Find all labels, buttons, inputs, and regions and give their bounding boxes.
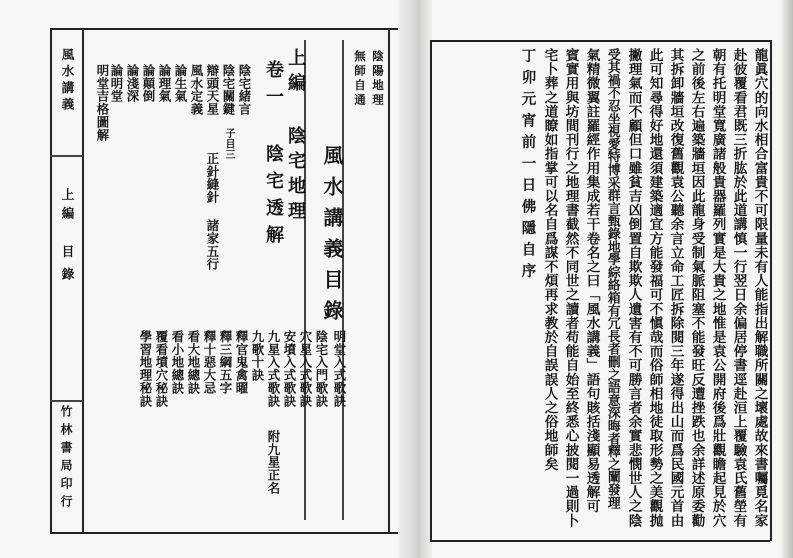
- left-top-rule: [50, 28, 405, 30]
- right-inner-rule: [430, 40, 432, 541]
- toc-item[interactable]: 風水定義: [189, 64, 204, 116]
- preface-column: 賓實用與坊間刊行之地理書截然不同世之讀者苟能自始至終悉心披閱一過則卜: [562, 48, 579, 528]
- right-outer-rule: [770, 40, 772, 541]
- preface-column: 撇理氣而不顧但口雖貧吉凶倒置自欺欺人遺害有不可勝言者余實悲憫世人之陰: [625, 48, 642, 528]
- toc-item[interactable]: 穴星入式歌訣: [298, 330, 313, 408]
- toc-item[interactable]: 學習地理秘訣: [138, 330, 153, 408]
- preface-column: 受其禍不忍坐視愛特博采群言甄錄地學綜絡箱有冗長者刪之語意深晦者釋之闡發理: [604, 48, 620, 509]
- preface-column: 此可知尋得好地還須建築適宜方能發福可不愼哉而俗師相地徒取形勢之美觀抛: [646, 48, 663, 528]
- margin-label: 目錄: [60, 245, 75, 290]
- toc-item[interactable]: 釋三綱五字: [218, 330, 233, 395]
- toc-item[interactable]: 明堂入式歌訣: [332, 330, 347, 408]
- toc-item[interactable]: 陰宅關鍵子目三: [221, 64, 236, 160]
- preface-column: 氣精微翼註羅經作用集成若干卷名之曰「風水講義」語句賅括淺顯易透解可: [583, 48, 600, 514]
- volume-title: 卷一 陰宅透解: [263, 60, 284, 252]
- toc-item[interactable]: 明堂吉格圖解: [95, 64, 110, 142]
- right-top-rule: [430, 40, 770, 42]
- margin-title: 風水講義: [60, 48, 75, 114]
- preface-column: 其拆卸牆垣改復舊觀袁公聽余言立命工匠拆除閱三年遂得出山而爲民國元首由: [667, 48, 684, 528]
- toc-item[interactable]: 論生氣: [173, 64, 188, 103]
- fishtail-bottom: [50, 400, 83, 402]
- toc-item[interactable]: 九歌十訣: [250, 330, 265, 382]
- preface-column: 宅卜葬之道瞭如指掌可以名自爲謀不煩再求教於自誤誤人之俗地師矣: [541, 48, 558, 471]
- toc-item-note: 正針縫針 諸家五行: [205, 152, 220, 271]
- preface-column: 朝有托明堂寬廣諸般貴器羅列實是大貴之地惟是袁公開府後爲壯觀瞻起見於穴: [709, 48, 726, 528]
- toc-item[interactable]: 釋十惡大忌: [202, 330, 217, 395]
- toc-item-note: 附九星正名: [266, 430, 281, 495]
- toc-item[interactable]: 論淺深: [125, 64, 140, 103]
- toc-item[interactable]: 陰宅入門歌訣: [314, 330, 329, 408]
- right-bottom-rule: [430, 540, 770, 542]
- right-page: [430, 0, 793, 558]
- margin-section: 上編: [60, 188, 75, 225]
- margin-inner-rule: [82, 28, 84, 533]
- toc-item[interactable]: 論理氣: [157, 64, 172, 103]
- toc-item[interactable]: 看小地總訣: [170, 330, 185, 395]
- preface-column: 之前後左右遍築牆垣因此龍身受制氣脈阻塞不能發旺反遭挫跌也余詳述原委勸: [688, 48, 705, 528]
- toc-item-note: 子目三: [223, 127, 234, 160]
- part-title: 上編 陰宅地理: [285, 48, 306, 226]
- fishtail-top: [50, 155, 83, 157]
- series-subtitle: 無師自通: [353, 50, 367, 108]
- toc-item[interactable]: 辯頭天星: [205, 64, 220, 116]
- margin-publisher: 竹林書局印行: [59, 405, 73, 513]
- toc-item[interactable]: 覆看墳穴秘訣: [154, 330, 169, 408]
- toc-item[interactable]: 陰宅緒言: [237, 64, 252, 116]
- toc-right-rule: [388, 28, 390, 533]
- preface-signature: 丁卯元宵前一日佛隱自序: [519, 48, 537, 285]
- toc-item[interactable]: 論明堂: [109, 64, 124, 103]
- left-outer-rule: [50, 28, 52, 533]
- toc-item[interactable]: 九星入式歌訣: [266, 330, 281, 408]
- preface-column: 龍眞穴的向水相合富貴不可限量未有人能指出解職所關之壞處故來書囑覓名家: [751, 48, 768, 528]
- preface-column: 赴彼覆看君既三折肱於此道講慎一行翌日余偏居停書逕赴洹上覆驗袁氏舊塋有: [730, 48, 747, 528]
- toc-item[interactable]: 看大地總訣: [186, 330, 201, 395]
- spine-shadow: [398, 0, 432, 558]
- toc-item[interactable]: 釋官鬼禽曜: [234, 330, 249, 395]
- toc-item[interactable]: 安墳入式歌訣: [282, 330, 297, 408]
- left-bottom-rule: [50, 532, 405, 534]
- series-label: 陰陽地理: [371, 50, 385, 108]
- book-title: 風水講義目錄: [320, 145, 344, 331]
- right-edge-shadow: [780, 0, 793, 558]
- toc-item[interactable]: 論顛倒: [141, 64, 156, 103]
